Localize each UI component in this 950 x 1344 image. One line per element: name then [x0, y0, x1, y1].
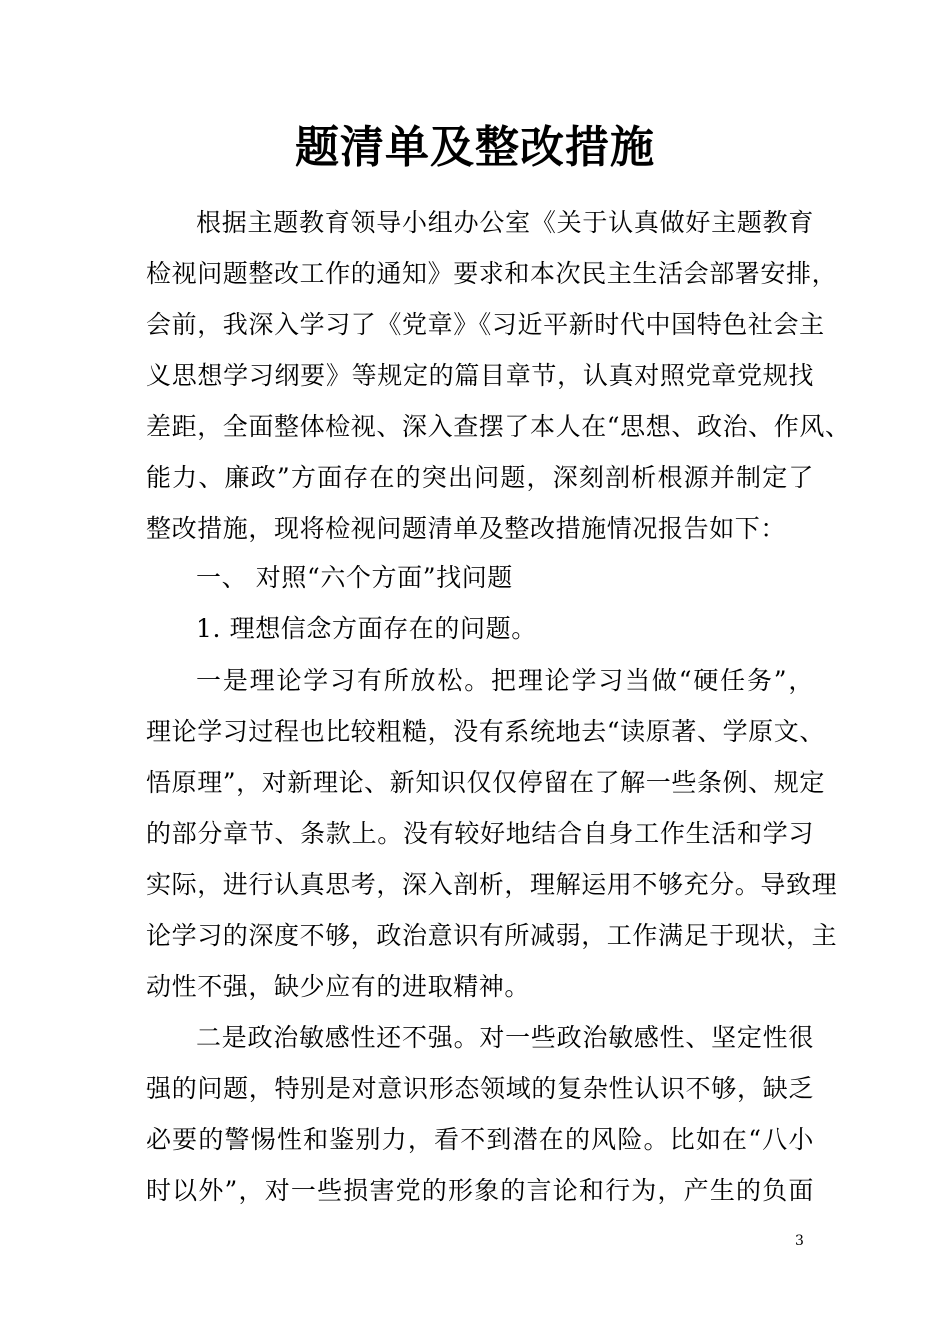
page-title: 题清单及整改措施	[295, 122, 655, 173]
paragraph-line: 义思想学习纲要》等规定的篇目章节，认真对照党章党规找	[146, 361, 814, 390]
paragraph-line: 必要的警惕性和鉴别力，看不到潜在的风险。比如在“八小	[146, 1125, 814, 1154]
section-heading: 一、 对照“六个方面”找问题	[196, 563, 513, 592]
page-number: 3	[795, 1233, 804, 1249]
paragraph-line: 会前，我深入学习了《党章》《习近平新时代中国特色社会主	[146, 310, 825, 339]
paragraph-line: 时以外”，对一些损害党的形象的言论和行为，产生的负面	[146, 1176, 814, 1205]
paragraph-line: 论学习的深度不够，政治意识有所减弱，工作满足于现状，主	[146, 921, 838, 950]
subsection-heading: 1. 理想信念方面存在的问题。	[196, 614, 537, 643]
paragraph-line: 差距，全面整体检视、深入查摆了本人在“思想、政治、作风、	[146, 412, 851, 441]
paragraph-line: 检视问题整改工作的通知》要求和本次民主生活会部署安排，	[146, 259, 838, 288]
paragraph-line: 强的问题，特别是对意识形态领域的复杂性认识不够，缺乏	[146, 1074, 814, 1103]
paragraph-line: 动性不强，缺少应有的进取精神。	[146, 972, 531, 1001]
paragraph-line: 根据主题教育领导小组办公室《关于认真做好主题教育	[196, 208, 814, 237]
paragraph-line: 实际，进行认真思考，深入剖析，理解运用不够充分。导致理	[146, 870, 838, 899]
paragraph-line: 二是政治敏感性还不强。对一些政治敏感性、坚定性很	[196, 1023, 814, 1052]
paragraph-line: 整改措施，现将检视问题清单及整改措施情况报告如下：	[146, 514, 787, 543]
paragraph-line: 一是理论学习有所放松。把理论学习当做“硬任务”，	[196, 666, 814, 695]
paragraph-line: 的部分章节、条款上。没有较好地结合自身工作生活和学习	[146, 819, 814, 848]
paragraph-line: 悟原理”，对新理论、新知识仅仅停留在了解一些条例、规定	[146, 768, 825, 797]
paragraph-line: 理论学习过程也比较粗糙，没有系统地去“读原著、学原文、	[146, 717, 825, 746]
paragraph-line: 能力、廉政”方面存在的突出问题，深刻剖析根源并制定了	[146, 463, 814, 492]
